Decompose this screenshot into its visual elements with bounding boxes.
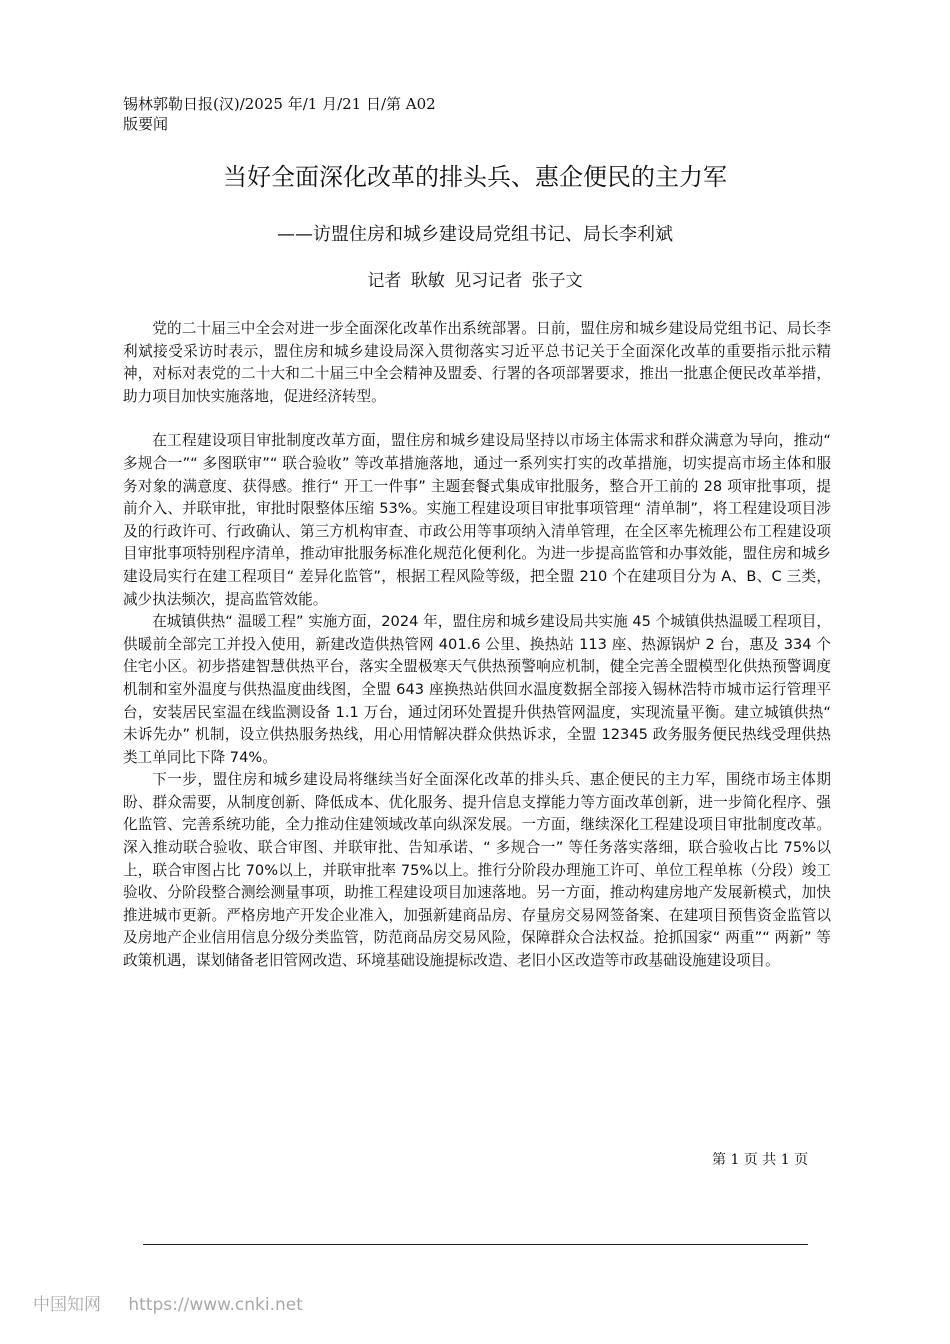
article-body — [123, 318, 831, 973]
source-info — [123, 94, 436, 134]
paragraph: 在工程建设项目审批制度改革方面，盟住房和城乡建设局坚持以市场主体需求和群众满意为导向，推动“ 多规合一”“ 多图联审”“ 联合验收” 等改革措施落地，通过一系列实打实的改革措施，切实提高市场主体和服务对象的满意度、获得感。推行“ 开工一件事” 主题套餐式集成审批服务，整合开工前的 28 项审批事项，提前介入、并联审批，审批时限整体压缩 53%。实施工程建设项目审批事项管理“ 清单制”，将工程建设项目涉及的行政许可、行政确认、第三方机构审查、市政公用等事项纳入清单管理，在全区率先梳理公布工程建设项目审批事项特别程序清单，推动审批服务标准化规范化便利化。为进一步提高监管和办事效能，盟住房和城乡建设局实行在建工程项目“ 差异化监管”，根据工程风险等级，把全盟 210 个在建项目分为 A、B、C 三类，减少执法频次，提高监管效能。 — [123, 432, 831, 608]
source-line: 锡林郭勒日报(汉)/2025 年/1 月/21 日/第 A02 — [123, 95, 436, 113]
section-line: 版要闻 — [123, 115, 169, 133]
paragraph: 党的二十届三中全会对进一步全面深化改革作出系统部署。日前，盟住房和城乡建设局党组书记、局长李利斌接受采访时表示，盟住房和城乡建设局深入贯彻落实习近平总书记关于全面深化改革的重要指示批示精神，对标对表党的二十大和二十届三中全会精神及盟委、行署的各项部署要求，推出一批惠企便民改革举措，助力项目加快实施落地，促进经济转型。 — [123, 320, 831, 405]
article-byline: 记者 耿敏 见习记者 张子文 — [367, 271, 583, 291]
article-subtitle: ——访盟住房和城乡建设局党组书记、局长李利斌 — [277, 224, 673, 245]
footer-divider — [143, 1244, 808, 1245]
cnki-watermark — [33, 1293, 303, 1317]
paragraph: 下一步，盟住房和城乡建设局将继续当好全面深化改革的排头兵、惠企便民的主力军，围绕市场主体期盼、群众需要，从制度创新、降低成本、优化服务、提升信息支撑能力等方面改革创新，进一步简化程序、强化监管、完善系统功能，全力推动住建领域改革向纵深发展。一方面，继续深化工程建设项目审批制度改革。深入推动联合验收、联合审图、并联审批、告知承诺、“ 多规合一” 等任务落实落细，联合验收占比 75%以上，联合审图占比 70%以上，并联审批率 75%以上。推行分阶段办理施工许可、单位工程单栋（分段）竣工验收、分阶段整合测绘测量事项，助推工程建设项目加速落地。另一方面，推动构建房地产发展新模式，加快推进城市更新。严格房地产开发企业准入，加强新建商品房、存量房交易网签备案、在建项目预售资金监管以及房地产企业信用信息分级分类监管，防范商品房交易风险，保障群众合法权益。抢抓国家“ 两重”“ 两新” 等政策机遇，谋划储备老旧管网改造、环境基础设施提标改造、老旧小区改造等市政基础设施建设项目。 — [123, 771, 831, 970]
watermark-brand: 中国知网 — [33, 1295, 101, 1315]
paragraph: 在城镇供热“ 温暖工程” 实施方面，2024 年，盟住房和城乡建设局共实施 45 个城镇供热温暖工程项目，供暖前全部完工并投入使用，新建改造供热管网 401.6 公里、换热站 113 座、热源锅炉 2 台，惠及 334 个住宅小区。初步搭建智慧供热平台，落实全盟极寒天气供热预警响应机制，健全完善全盟模型化供热预警调度机制和室外温度与供热温度曲线图，全盟 643 座换热站供回水温度数据全部接入锡林浩特市城市运行管理平台，安装居民室温在线监测设备 1.1 万台，通过闭环处置提升供热管网温度，实现流量平衡。建立城镇供热“ 未诉先办” 机制，设立供热服务热线，用心用情解决群众供热诉求，全盟 12345 政务服务便民热线受理供热类工单同比下降 74%。 — [123, 613, 831, 766]
article-title: 当好全面深化改革的排头兵、惠企便民的主力军 — [223, 163, 727, 191]
page-number: 第 1 页 共 1 页 — [712, 1152, 809, 1168]
watermark-url: https://www.cnki.net — [128, 1295, 303, 1315]
